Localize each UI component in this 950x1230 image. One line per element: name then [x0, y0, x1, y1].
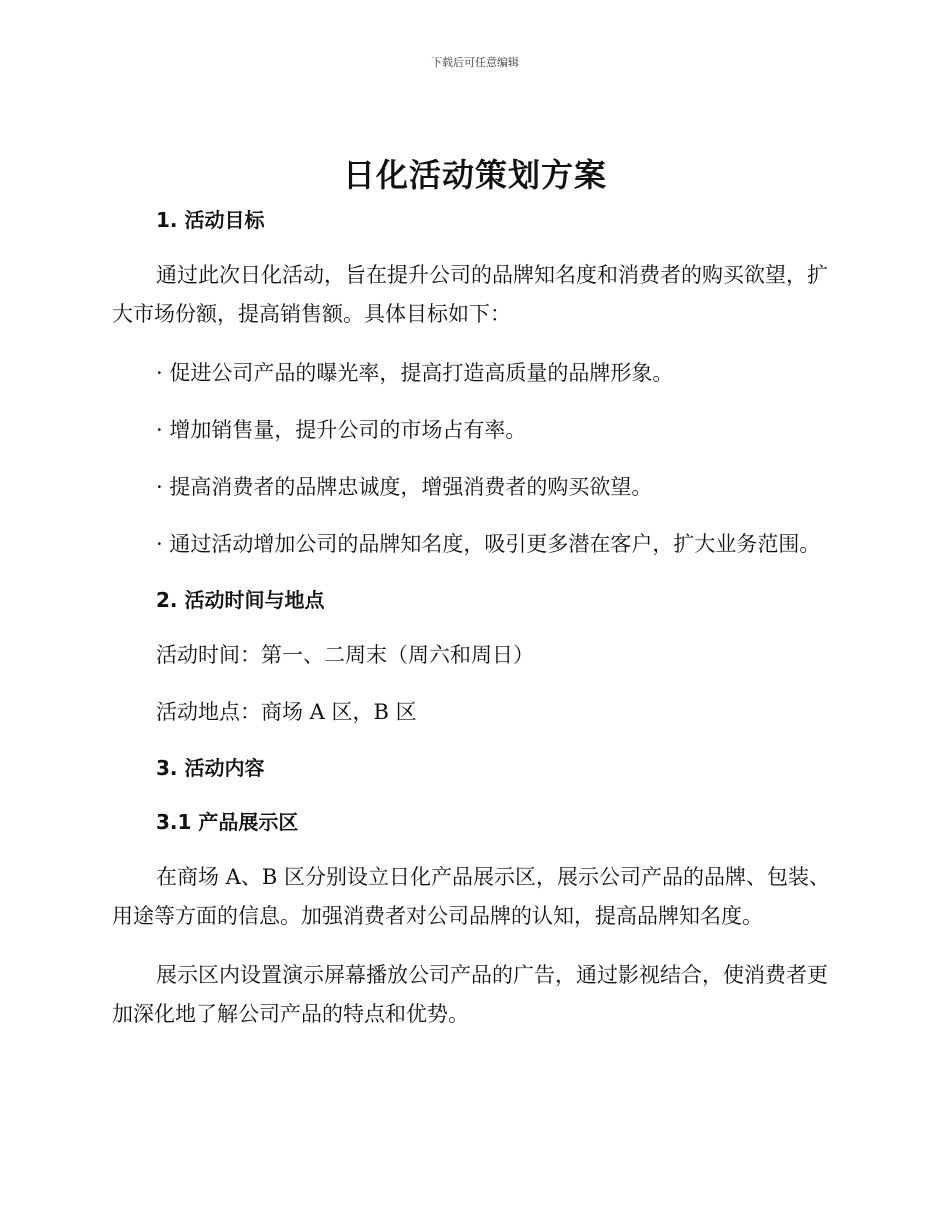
section-1-intro: 通过此次日化活动，旨在提升公司的品牌知名度和消费者的购买欲望，扩大市场份额，提高销售额。具体目标如下：: [112, 263, 828, 326]
section-3-1-paragraph-1: 在商场 A、B 区分别设立日化产品展示区，展示公司产品的品牌、包装、用途等方面的信息。加强消费者对公司品牌的认知，提高品牌知名度。: [112, 865, 830, 928]
bullet-item: · 增加销售量，提升公司的市场占有率。: [156, 418, 527, 442]
subsection-heading-3-1: 3.1 产品展示区: [156, 810, 299, 834]
bullet-item: · 通过活动增加公司的品牌知名度，吸引更多潜在客户，扩大业务范围。: [156, 532, 821, 556]
document-title: 日化活动策划方案: [342, 156, 607, 194]
document-body: [112, 202, 832, 1034]
activity-place: 活动地点：商场 A 区，B 区: [156, 700, 417, 724]
section-3-1-paragraph-2: 展示区内设置演示屏幕播放公司产品的广告，通过影视结合，使消费者更加深化地了解公司产品的特点和优势。: [112, 963, 828, 1026]
bullet-item: · 促进公司产品的曝光率，提高打造高质量的品牌形象。: [156, 361, 674, 385]
bullet-item: · 提高消费者的品牌忠诚度，增强消费者的购买欲望。: [156, 475, 653, 499]
section-heading-2: 2. 活动时间与地点: [156, 588, 325, 612]
header-note: 下载后可任意编辑: [431, 56, 519, 69]
section-heading-3: 3. 活动内容: [156, 756, 265, 780]
activity-time: 活动时间：第一、二周末（周六和周日）: [156, 643, 534, 667]
section-heading-1: 1. 活动目标: [156, 208, 265, 232]
